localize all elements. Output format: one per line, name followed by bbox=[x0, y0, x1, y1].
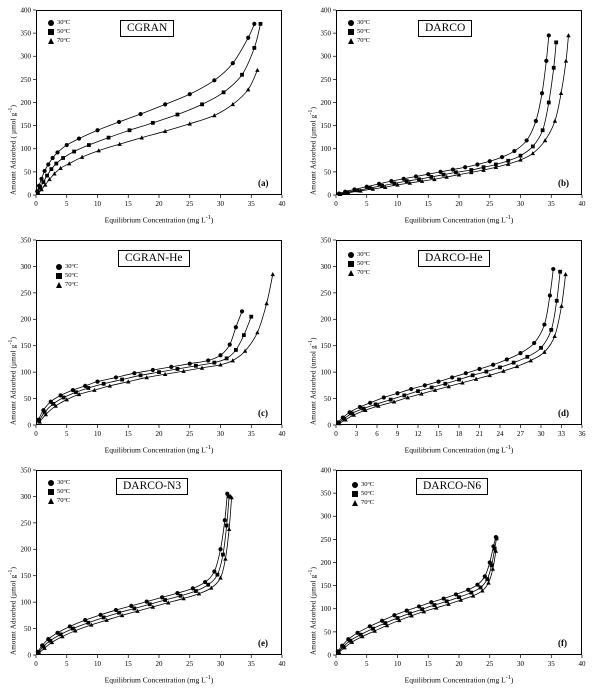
svg-text:0: 0 bbox=[327, 651, 331, 660]
svg-text:150: 150 bbox=[20, 342, 31, 351]
panel-c-legend bbox=[56, 262, 78, 289]
legend-marker-triangle bbox=[352, 500, 358, 506]
svg-text:250: 250 bbox=[320, 535, 331, 544]
svg-text:35: 35 bbox=[547, 660, 555, 668]
svg-text:15: 15 bbox=[124, 430, 132, 438]
panel-b bbox=[300, 0, 600, 230]
panel-a-title: CGRAN bbox=[120, 20, 174, 37]
svg-text:5: 5 bbox=[365, 200, 369, 208]
svg-text:5: 5 bbox=[65, 200, 69, 208]
svg-text:50: 50 bbox=[24, 168, 31, 177]
svg-text:0: 0 bbox=[334, 660, 338, 668]
svg-text:300: 300 bbox=[20, 52, 31, 61]
svg-text:35: 35 bbox=[547, 200, 555, 208]
panel-b-ylabel: Amount Adsorbed (µmol $g^{-1}$) bbox=[308, 106, 318, 195]
svg-text:15: 15 bbox=[424, 200, 432, 208]
svg-text:0: 0 bbox=[27, 191, 31, 200]
legend-marker-circle bbox=[348, 252, 354, 258]
panel-f bbox=[300, 460, 600, 690]
svg-text:20: 20 bbox=[155, 660, 163, 668]
legend-label-70: 70ºC bbox=[65, 281, 79, 288]
legend-label-70: 70ºC bbox=[361, 499, 375, 506]
panel-d-legend bbox=[348, 250, 370, 277]
svg-text:40: 40 bbox=[278, 430, 286, 438]
legend-label-50: 50ºC bbox=[57, 28, 71, 35]
legend-marker-circle bbox=[48, 480, 54, 486]
svg-text:200: 200 bbox=[320, 98, 331, 107]
svg-text:6: 6 bbox=[375, 430, 379, 438]
panel-c-label: (c) bbox=[258, 408, 268, 418]
legend-marker-square bbox=[48, 29, 54, 35]
legend-label-50: 50ºC bbox=[57, 488, 71, 495]
svg-text:300: 300 bbox=[320, 512, 331, 521]
panel-c-ylabel: Amount Adsorbed (µmol $g^{-1}$) bbox=[8, 336, 18, 425]
legend-label-50: 50ºC bbox=[357, 28, 371, 35]
svg-text:300: 300 bbox=[20, 492, 31, 501]
panel-e bbox=[0, 460, 300, 690]
svg-text:200: 200 bbox=[320, 315, 331, 324]
svg-text:200: 200 bbox=[20, 98, 31, 107]
legend-label-30: 30ºC bbox=[361, 481, 375, 488]
legend-label-50: 50ºC bbox=[65, 272, 79, 279]
svg-text:400: 400 bbox=[320, 6, 331, 15]
legend-marker-circle bbox=[48, 20, 54, 26]
svg-text:3: 3 bbox=[354, 430, 359, 438]
panel-a-xlabel: Equilibrium Concentration (mg $L^{-1}$) bbox=[104, 214, 214, 225]
svg-text:0: 0 bbox=[327, 421, 331, 430]
panel-b-legend bbox=[348, 18, 370, 45]
svg-text:10: 10 bbox=[94, 200, 101, 208]
legend-marker-triangle bbox=[56, 282, 62, 288]
panel-d-title: DARCO-He bbox=[418, 250, 490, 267]
svg-text:350: 350 bbox=[320, 29, 331, 38]
svg-text:100: 100 bbox=[20, 598, 31, 607]
svg-text:40: 40 bbox=[278, 200, 286, 208]
legend-label-30: 30ºC bbox=[65, 263, 79, 270]
svg-text:15: 15 bbox=[435, 430, 442, 438]
svg-text:400: 400 bbox=[320, 466, 331, 475]
svg-text:200: 200 bbox=[320, 558, 331, 567]
svg-text:12: 12 bbox=[414, 430, 422, 438]
svg-text:350: 350 bbox=[20, 236, 31, 245]
panel-e-ylabel: Amount Adsorbed (µmol $g^{-1}$) bbox=[8, 566, 18, 655]
panel-f-title: DARCO-N6 bbox=[416, 478, 488, 495]
svg-text:5: 5 bbox=[365, 660, 369, 668]
svg-text:0: 0 bbox=[34, 200, 38, 208]
svg-text:25: 25 bbox=[486, 200, 494, 208]
panel-f-legend bbox=[352, 480, 374, 507]
svg-text:0: 0 bbox=[334, 430, 338, 438]
svg-text:100: 100 bbox=[20, 145, 31, 154]
svg-text:100: 100 bbox=[20, 368, 31, 377]
svg-text:200: 200 bbox=[20, 545, 31, 554]
svg-text:20: 20 bbox=[455, 660, 463, 668]
svg-text:35: 35 bbox=[247, 200, 255, 208]
svg-text:27: 27 bbox=[517, 430, 524, 438]
legend-label-70: 70ºC bbox=[57, 497, 71, 504]
panel-e-label: (e) bbox=[258, 638, 268, 648]
svg-text:25: 25 bbox=[486, 660, 494, 668]
legend-marker-circle bbox=[56, 264, 62, 270]
panel-b-title: DARCO bbox=[418, 20, 472, 37]
svg-text:250: 250 bbox=[320, 289, 331, 298]
svg-text:30: 30 bbox=[517, 200, 524, 208]
svg-text:30: 30 bbox=[217, 660, 224, 668]
svg-text:36: 36 bbox=[578, 430, 586, 438]
panel-f-xlabel: Equilibrium Concentration (mg $L^{-1}$) bbox=[404, 674, 514, 685]
legend-marker-triangle bbox=[48, 38, 54, 44]
svg-text:40: 40 bbox=[578, 660, 586, 668]
svg-text:30: 30 bbox=[517, 660, 524, 668]
svg-text:21: 21 bbox=[476, 430, 483, 438]
legend-marker-triangle bbox=[348, 270, 354, 276]
svg-text:15: 15 bbox=[124, 660, 132, 668]
svg-text:25: 25 bbox=[186, 430, 194, 438]
legend-marker-square bbox=[348, 29, 354, 35]
svg-text:20: 20 bbox=[155, 430, 163, 438]
legend-label-30: 30ºC bbox=[57, 479, 71, 486]
svg-text:200: 200 bbox=[20, 315, 31, 324]
legend-marker-square bbox=[352, 491, 358, 497]
svg-text:0: 0 bbox=[34, 660, 38, 668]
svg-text:10: 10 bbox=[94, 660, 101, 668]
svg-text:300: 300 bbox=[20, 262, 31, 271]
legend-marker-triangle bbox=[348, 38, 354, 44]
svg-text:50: 50 bbox=[324, 168, 331, 177]
legend-label-70: 70ºC bbox=[357, 269, 371, 276]
svg-text:40: 40 bbox=[278, 660, 286, 668]
svg-text:300: 300 bbox=[320, 262, 331, 271]
svg-text:0: 0 bbox=[27, 421, 31, 430]
legend-marker-square bbox=[56, 273, 62, 279]
legend-marker-circle bbox=[352, 482, 358, 488]
legend-marker-square bbox=[348, 261, 354, 267]
panel-a-legend bbox=[48, 18, 70, 45]
svg-text:300: 300 bbox=[320, 52, 331, 61]
svg-text:20: 20 bbox=[455, 200, 463, 208]
svg-text:250: 250 bbox=[20, 519, 31, 528]
legend-label-50: 50ºC bbox=[361, 490, 375, 497]
legend-marker-triangle bbox=[48, 498, 54, 504]
panel-c bbox=[0, 230, 300, 460]
svg-text:350: 350 bbox=[20, 466, 31, 475]
svg-text:150: 150 bbox=[320, 122, 331, 131]
svg-text:0: 0 bbox=[27, 651, 31, 660]
svg-text:35: 35 bbox=[247, 430, 255, 438]
svg-text:10: 10 bbox=[94, 430, 101, 438]
svg-text:30: 30 bbox=[537, 430, 545, 438]
svg-text:15: 15 bbox=[424, 660, 432, 668]
svg-text:25: 25 bbox=[186, 200, 194, 208]
svg-text:150: 150 bbox=[20, 122, 31, 131]
svg-text:150: 150 bbox=[20, 572, 31, 581]
svg-text:100: 100 bbox=[320, 145, 331, 154]
svg-text:250: 250 bbox=[320, 75, 331, 84]
svg-text:20: 20 bbox=[155, 200, 163, 208]
svg-text:35: 35 bbox=[247, 660, 255, 668]
svg-text:250: 250 bbox=[20, 75, 31, 84]
svg-text:0: 0 bbox=[334, 200, 338, 208]
svg-text:33: 33 bbox=[558, 430, 565, 438]
svg-text:24: 24 bbox=[496, 430, 504, 438]
svg-text:100: 100 bbox=[320, 605, 331, 614]
svg-text:5: 5 bbox=[65, 430, 69, 438]
svg-text:0: 0 bbox=[34, 430, 38, 438]
legend-label-30: 30ºC bbox=[57, 19, 71, 26]
legend-label-50: 50ºC bbox=[357, 260, 371, 267]
svg-text:400: 400 bbox=[20, 6, 31, 15]
svg-text:50: 50 bbox=[324, 628, 331, 637]
panel-d-xlabel: Equilibrium Concentration (mg $L^{-1}$) bbox=[404, 444, 514, 455]
svg-text:50: 50 bbox=[324, 394, 331, 403]
svg-text:9: 9 bbox=[395, 430, 400, 438]
panel-e-legend bbox=[48, 478, 70, 505]
panel-d-ylabel: Amount Adsorbed (umol $g^{-1}$) bbox=[308, 337, 318, 425]
svg-text:40: 40 bbox=[578, 200, 586, 208]
svg-text:350: 350 bbox=[320, 236, 331, 245]
svg-text:10: 10 bbox=[394, 660, 401, 668]
svg-text:150: 150 bbox=[320, 342, 331, 351]
svg-text:30: 30 bbox=[217, 200, 224, 208]
panel-a bbox=[0, 0, 300, 230]
panel-f-ylabel: Amount Adsorbed (µmol $g^{-1}$) bbox=[308, 566, 318, 655]
panel-a-label: (a) bbox=[258, 178, 269, 188]
legend-marker-square bbox=[48, 489, 54, 495]
legend-label-70: 70ºC bbox=[57, 37, 71, 44]
legend-label-70: 70ºC bbox=[357, 37, 371, 44]
svg-text:25: 25 bbox=[186, 660, 194, 668]
svg-text:250: 250 bbox=[20, 289, 31, 298]
legend-label-30: 30ºC bbox=[357, 251, 371, 258]
panel-b-label: (b) bbox=[558, 178, 569, 188]
svg-text:5: 5 bbox=[65, 660, 69, 668]
svg-text:350: 350 bbox=[20, 29, 31, 38]
panel-c-xlabel: Equilibrium Concentration (mg $L^{-1}$) bbox=[104, 444, 214, 455]
svg-text:10: 10 bbox=[394, 200, 401, 208]
svg-text:50: 50 bbox=[24, 624, 31, 633]
panel-b-xlabel: Equilibrium Concentration (mg $L^{-1}$) bbox=[404, 214, 514, 225]
svg-text:18: 18 bbox=[455, 430, 463, 438]
legend-marker-circle bbox=[348, 20, 354, 26]
svg-text:100: 100 bbox=[320, 368, 331, 377]
panel-e-xlabel: Equilibrium Concentration (mg $L^{-1}$) bbox=[104, 674, 214, 685]
svg-text:50: 50 bbox=[24, 394, 31, 403]
svg-text:150: 150 bbox=[320, 582, 331, 591]
panel-c-title: CGRAN-He bbox=[118, 250, 190, 267]
panel-f-label: (f) bbox=[558, 638, 567, 648]
panel-a-ylabel: Amount Adsorbed ( µmol $g^{-1}$) bbox=[8, 104, 18, 195]
panel-e-title: DARCO-N3 bbox=[116, 478, 188, 495]
panel-d bbox=[300, 230, 600, 460]
svg-text:30: 30 bbox=[217, 430, 224, 438]
svg-text:0: 0 bbox=[327, 191, 331, 200]
svg-text:15: 15 bbox=[124, 200, 132, 208]
legend-label-30: 30ºC bbox=[357, 19, 371, 26]
panel-d-label: (d) bbox=[558, 408, 569, 418]
svg-text:350: 350 bbox=[320, 489, 331, 498]
